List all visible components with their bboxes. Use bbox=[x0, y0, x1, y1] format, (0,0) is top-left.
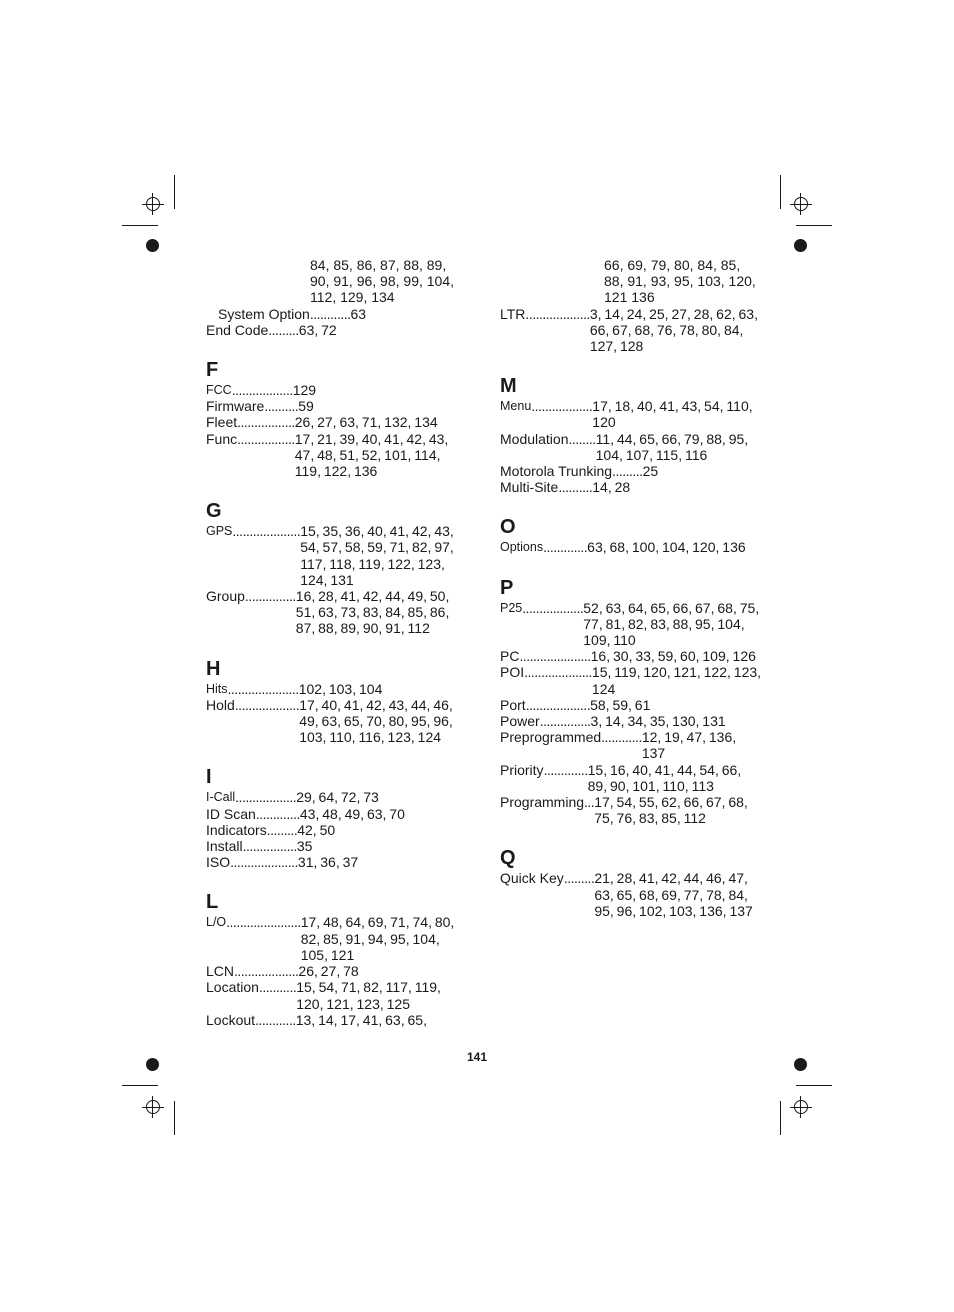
leader-dots: ..................... bbox=[519, 648, 591, 665]
section-letter-l: L bbox=[206, 891, 219, 914]
index-term: P25 bbox=[500, 600, 523, 615]
index-term: Fleet bbox=[206, 414, 238, 431]
page-references: 52, 63, 64, 65, 66, 67, 68, 75, 77, 81, 82, 83, 88, 95, 104, 109, 110 bbox=[583, 599, 760, 649]
leader-dots: ...................... bbox=[226, 914, 301, 931]
leader-dots: ........... bbox=[258, 979, 297, 996]
index-term: Modulation bbox=[500, 430, 569, 447]
leader-dots: .......... bbox=[558, 479, 593, 496]
registration-dot-icon bbox=[794, 239, 807, 252]
page-references: 15, 16, 40, 41, 44, 54, 66, 89, 90, 101, 110, 113 bbox=[587, 761, 742, 794]
index-entry bbox=[206, 588, 468, 637]
crop-line-top-left-horizontal bbox=[122, 225, 158, 226]
index-entry-continuation: 84, 85, 86, 87, 88, 89, 90, 91, 96, 98, 99, 104, 112, 129, 134 bbox=[310, 257, 455, 306]
index-entry bbox=[206, 431, 468, 480]
page-references: 17, 18, 40, 41, 43, 54, 110, 120 bbox=[592, 398, 753, 431]
index-column-right bbox=[500, 257, 762, 919]
section-letter-i: I bbox=[206, 766, 212, 789]
index-term: Menu bbox=[500, 399, 532, 414]
leader-dots: ............. bbox=[543, 761, 588, 778]
page-references: 102, 103, 104 bbox=[298, 680, 383, 697]
index-entry bbox=[206, 398, 468, 414]
index-term: Indicators bbox=[206, 821, 267, 838]
index-term: Hold bbox=[206, 696, 235, 713]
page-references: 16, 28, 41, 42, 44, 49, 50, 51, 63, 73, 83, 84, 85, 86, 87, 88, 89, 90, 91, 112 bbox=[295, 588, 450, 637]
index-term: ID Scan bbox=[206, 805, 256, 822]
section-letter-o: O bbox=[500, 516, 516, 539]
index-entry bbox=[206, 1012, 468, 1028]
index-entry bbox=[206, 697, 468, 746]
page-references: 3, 14, 24, 25, 27, 28, 62, 63, 66, 67, 68, 76, 78, 80, 84, 127, 128 bbox=[589, 305, 758, 355]
index-entry bbox=[206, 789, 468, 805]
index-term: I-Call bbox=[206, 790, 236, 805]
leader-dots: .................. bbox=[235, 789, 297, 806]
registration-dot-icon bbox=[146, 239, 159, 252]
crop-line-top-right-horizontal bbox=[796, 225, 832, 226]
page-references: 21, 28, 41, 42, 44, 46, 47, 63, 65, 68, 69, 77, 78, 84, 95, 96, 102, 103, 136, 137 bbox=[594, 870, 753, 919]
page-references: 15, 35, 36, 40, 41, 42, 43, 54, 57, 58, 59, 71, 82, 97, 117, 118, 119, 122, 123, 124, 131 bbox=[300, 523, 454, 588]
page-references: 17, 48, 64, 69, 71, 74, 80, 82, 85, 91, 94, 95, 104, 105, 121 bbox=[300, 914, 455, 963]
page-references: 12, 19, 47, 136, 137 bbox=[641, 729, 737, 762]
section-letter-m: M bbox=[500, 375, 517, 398]
crosshair-line bbox=[142, 204, 164, 205]
leader-dots: ............ bbox=[255, 1011, 296, 1028]
index-entry bbox=[206, 681, 468, 697]
page-references: 26, 27, 63, 71, 132, 134 bbox=[294, 414, 438, 431]
leader-dots: ............... bbox=[539, 713, 591, 730]
leader-dots: ............. bbox=[255, 805, 300, 822]
page-references: 63, 68, 100, 104, 120, 136 bbox=[587, 539, 746, 556]
index-term: Lockout bbox=[206, 1011, 256, 1028]
page-references: 11, 44, 65, 66, 79, 88, 95, 104, 107, 115, 116 bbox=[595, 430, 749, 463]
page-references: 16, 30, 33, 59, 60, 109, 126 bbox=[590, 648, 756, 665]
index-term: Options bbox=[500, 540, 544, 555]
index-term: Motorola Trunking bbox=[500, 463, 613, 480]
leader-dots: .................. bbox=[531, 398, 593, 415]
leader-dots: ................. bbox=[237, 414, 295, 431]
crop-line-bottom-left-horizontal bbox=[122, 1085, 158, 1086]
index-entry bbox=[206, 322, 468, 338]
crosshair-line bbox=[790, 1107, 812, 1108]
leader-dots: .................... bbox=[230, 854, 298, 871]
index-entry bbox=[206, 806, 468, 822]
page-references: 17, 40, 41, 42, 43, 44, 46, 49, 63, 65, 70, 80, 95, 96, 103, 110, 116, 123, 124 bbox=[299, 696, 453, 746]
index-term: Port bbox=[500, 696, 526, 713]
index-entry-continuation: 66, 69, 79, 80, 84, 85, 88, 91, 93, 95, 103, 120, 121 136 bbox=[604, 257, 756, 306]
page-references: 35 bbox=[296, 838, 313, 855]
index-term: Programming bbox=[500, 794, 585, 811]
crop-line-bottom-right-vertical bbox=[780, 1101, 781, 1135]
leader-dots: ..................... bbox=[227, 680, 299, 697]
leader-dots: ........ bbox=[568, 430, 596, 447]
page-references: 63, 72 bbox=[298, 321, 337, 338]
index-entry bbox=[206, 963, 468, 979]
index-term: Install bbox=[206, 838, 243, 855]
leader-dots: ................... bbox=[234, 696, 300, 713]
index-term: Hits bbox=[206, 681, 228, 696]
index-entry bbox=[500, 463, 762, 479]
index-entry bbox=[500, 431, 762, 463]
leader-dots: ......... bbox=[268, 321, 299, 338]
page-references: 17, 21, 39, 40, 41, 42, 43, 47, 48, 51, 52, 101, 114, 119, 122, 136 bbox=[294, 430, 449, 480]
crosshair-line bbox=[142, 1107, 164, 1108]
index-entry bbox=[206, 914, 468, 963]
index-entry bbox=[500, 398, 762, 430]
leader-dots: .................. bbox=[522, 599, 584, 616]
page-references: 63 bbox=[350, 305, 367, 322]
index-term: Power bbox=[500, 713, 540, 730]
leader-dots: ............ bbox=[601, 729, 642, 746]
section-letter-g: G bbox=[206, 500, 222, 523]
index-term: Preprogrammed bbox=[500, 729, 602, 746]
leader-dots: ............... bbox=[244, 588, 296, 605]
leader-dots: .......... bbox=[264, 398, 299, 415]
index-entry bbox=[500, 648, 762, 664]
section-letter-q: Q bbox=[500, 847, 516, 870]
leader-dots: ............. bbox=[543, 539, 588, 556]
leader-dots: .................... bbox=[524, 664, 592, 681]
section-letter-h: H bbox=[206, 657, 221, 680]
leader-dots: ......... bbox=[266, 821, 298, 838]
crop-line-bottom-left-vertical bbox=[174, 1101, 175, 1135]
index-term: GPS bbox=[206, 524, 233, 539]
crosshair-line bbox=[790, 204, 812, 205]
leader-dots: ......... bbox=[612, 463, 643, 480]
index-entry bbox=[500, 306, 762, 355]
index-entry bbox=[206, 822, 468, 838]
page-number: 141 bbox=[466, 1050, 488, 1064]
page-references: 29, 64, 72, 73 bbox=[296, 789, 379, 806]
page-references: 15, 119, 120, 121, 122, 123, 124 bbox=[591, 664, 762, 697]
index-term: Quick Key bbox=[500, 870, 564, 887]
page-references: 14, 28 bbox=[592, 479, 631, 496]
leader-dots: ................... bbox=[234, 963, 299, 980]
crop-line-bottom-right-horizontal bbox=[796, 1085, 832, 1086]
index-term: L/O bbox=[206, 915, 227, 930]
index-entry bbox=[500, 664, 762, 696]
page-references: 13, 14, 17, 41, 63, 65, bbox=[295, 1011, 427, 1028]
section-letter-p: P bbox=[500, 576, 514, 599]
index-entry bbox=[206, 414, 468, 430]
index-entry bbox=[206, 306, 468, 322]
leader-dots: .................... bbox=[232, 523, 301, 540]
page-references: 25 bbox=[642, 463, 659, 480]
index-term: Group bbox=[206, 588, 245, 605]
leader-dots: ................. bbox=[237, 430, 295, 447]
page-references: 3, 14, 34, 35, 130, 131 bbox=[590, 713, 726, 730]
index-term: Multi-Site bbox=[500, 479, 559, 496]
index-term: Func bbox=[206, 430, 238, 447]
leader-dots: ... bbox=[584, 794, 595, 811]
leader-dots: ......... bbox=[563, 870, 595, 887]
index-entry bbox=[500, 479, 762, 495]
index-entry bbox=[206, 838, 468, 854]
leader-dots: ................ bbox=[242, 838, 297, 855]
index-term: System Option bbox=[218, 305, 310, 322]
index-entry bbox=[206, 979, 468, 1011]
crop-line-top-left-vertical bbox=[174, 175, 175, 209]
crop-line-top-right-vertical bbox=[780, 175, 781, 209]
index-entry bbox=[500, 713, 762, 729]
page-references: 31, 36, 37 bbox=[297, 854, 359, 871]
index-term: PC bbox=[500, 648, 520, 665]
index-term: Firmware bbox=[206, 398, 265, 415]
registration-dot-icon bbox=[794, 1058, 807, 1071]
index-term: Priority bbox=[500, 761, 544, 778]
page-references: 43, 48, 49, 63, 70 bbox=[299, 805, 405, 822]
page-references: 26, 27, 78 bbox=[298, 963, 359, 980]
index-entry bbox=[206, 382, 468, 398]
index-entry bbox=[206, 523, 468, 588]
index-term: ISO bbox=[206, 854, 231, 871]
page-references: 17, 54, 55, 62, 66, 67, 68, 75, 76, 83, 85, 112 bbox=[594, 794, 748, 827]
index-column-left bbox=[206, 257, 468, 1028]
index-entry bbox=[500, 539, 762, 555]
index-term: LTR bbox=[500, 305, 526, 322]
section-letter-f: F bbox=[206, 359, 219, 382]
index-entry bbox=[500, 600, 762, 649]
leader-dots: ................... bbox=[525, 305, 590, 322]
leader-dots: ............ bbox=[309, 305, 351, 322]
page-references: 129 bbox=[292, 382, 317, 399]
page-references: 15, 54, 71, 82, 117, 119, 120, 121, 123, 125 bbox=[296, 979, 441, 1012]
index-term: POI bbox=[500, 664, 525, 681]
leader-dots: .................. bbox=[231, 382, 293, 399]
page-references: 42, 50 bbox=[297, 821, 336, 838]
page-references: 58, 59, 61 bbox=[590, 696, 651, 713]
index-term: LCN bbox=[206, 963, 235, 980]
index-entry bbox=[500, 762, 762, 794]
page-references: 59 bbox=[298, 398, 314, 415]
index-term: End Code bbox=[206, 321, 269, 338]
registration-dot-icon bbox=[146, 1058, 159, 1071]
index-entry bbox=[500, 794, 762, 826]
index-entry bbox=[500, 870, 762, 919]
index-entry bbox=[500, 729, 762, 761]
index-entry bbox=[206, 854, 468, 870]
index-entry bbox=[500, 697, 762, 713]
index-term: Location bbox=[206, 979, 259, 996]
leader-dots: ................... bbox=[525, 696, 591, 713]
index-term: FCC bbox=[206, 383, 232, 398]
